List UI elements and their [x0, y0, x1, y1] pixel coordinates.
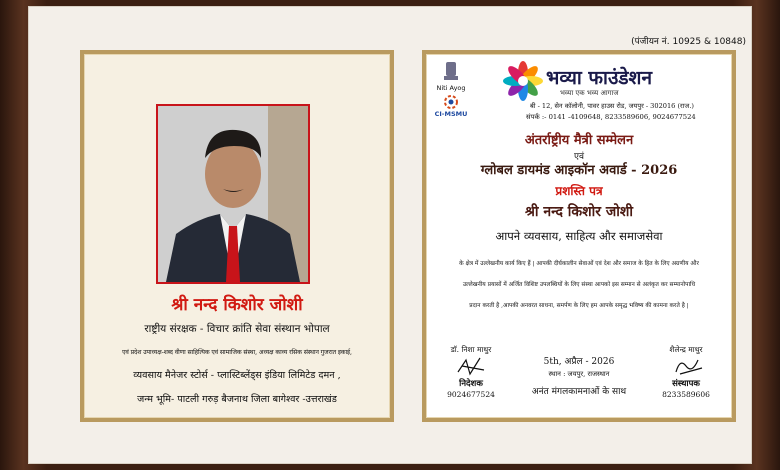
recipient-name: श्री नन्द किशोर जोशी [524, 204, 634, 220]
profile-line-2: एवं प्रदेश उपाध्यक्ष-शब्द वीणा साहित्यिक एवं सामाजिक संस्था, अध्यक्ष काव्य रसिक संस्थान गुजरात इकाई, [122, 349, 352, 356]
body-line-2: उल्लेखनीय प्रयासों में अर्जित विशिष्ट उपलब्धियों के लिए संस्था आपको इस सम्मान से अलंकृत कर सम्मानोपाधि [462, 282, 696, 288]
org-contact: संपर्क :- 0141 -4109648, 8233589606, 9024677524 [526, 113, 696, 121]
event-title: अंतर्राष्ट्रीय मैत्री सम्मेलन [524, 133, 634, 148]
signatory-right-title: संस्थापक [672, 379, 700, 389]
certificate-place: स्थान : जयपुर, राजस्थान [548, 370, 610, 378]
profile-line-1: राष्ट्रीय संरक्षक - विचार क्रांति सेवा संस्थान भोपाल [144, 323, 330, 335]
bhavya-foundation-logo-icon [502, 60, 544, 102]
signatory-left-name: डॉ. निशा माथुर [450, 345, 492, 354]
person-portrait-icon [158, 106, 308, 282]
signatory-left-phone: 9024677524 [447, 390, 495, 399]
event-conjunction: एवं [574, 152, 584, 162]
profile-photo [156, 104, 310, 284]
certificate-panel [422, 50, 736, 422]
profile-panel [80, 50, 394, 422]
best-wishes-text: अनंत मंगलकामनाओं के साथ [531, 387, 627, 397]
signature-right-icon [670, 354, 706, 378]
body-line-3: प्रदान करती है ,आपकी अनवरत साधना, समर्पण के लिए हम आपके समृद्ध भविष्य की कामना करते है | [469, 303, 689, 309]
org-name: भव्या फाउंडेशन [546, 67, 653, 89]
org-address: बी - 12, सेन कॉलोनी, पावर हाउस रोड, जयपुर - 302016 (राज.) [530, 102, 694, 110]
recipient-field: आपने व्यवसाय, साहित्य और समाजसेवा [495, 229, 663, 243]
msme-logo-icon [443, 94, 459, 110]
msme-label: CI-MSMU [434, 110, 468, 118]
profile-line-4: जन्म भूमि- पाटली गरुड़ बैजनाथ जिला बागेश्वर -उत्तराखंड [137, 394, 337, 405]
niti-ayog-label: Niti Ayog [436, 84, 466, 92]
national-emblem-icon [440, 60, 462, 82]
award-title: ग्लोबल डायमंड आइकॉन अवार्ड - 2026 [480, 163, 678, 178]
profile-line-3: व्यवसाय मैनेजर स्टोर्स - प्लास्टिब्लेंड्स इंडिया लिमिटेड दमन , [133, 370, 341, 381]
registration-number: (पंजीयन नं. 10925 & 10848) [631, 37, 746, 47]
org-tagline: भव्या एक भव्य आगाज [560, 89, 619, 97]
signatory-right-phone: 8233589606 [662, 390, 710, 399]
body-line-1: के क्षेत्र में उल्लेखनीय कार्य किए हैं | आपकी दीर्घकालीन सेवाओं एवं देश और समाज के हित के लिए अग्रणीय और [459, 261, 699, 267]
profile-name: श्री नन्द किशोर जोशी [171, 295, 303, 315]
certificate-heading: प्रशस्ति पत्र [555, 184, 603, 198]
signatory-right-name: शैलेन्द्र माथुर [669, 345, 703, 354]
signatory-left-title: निदेशक [459, 379, 483, 389]
signature-left-icon [454, 354, 490, 378]
certificate-date: 5th, अप्रैल - 2026 [543, 357, 615, 367]
